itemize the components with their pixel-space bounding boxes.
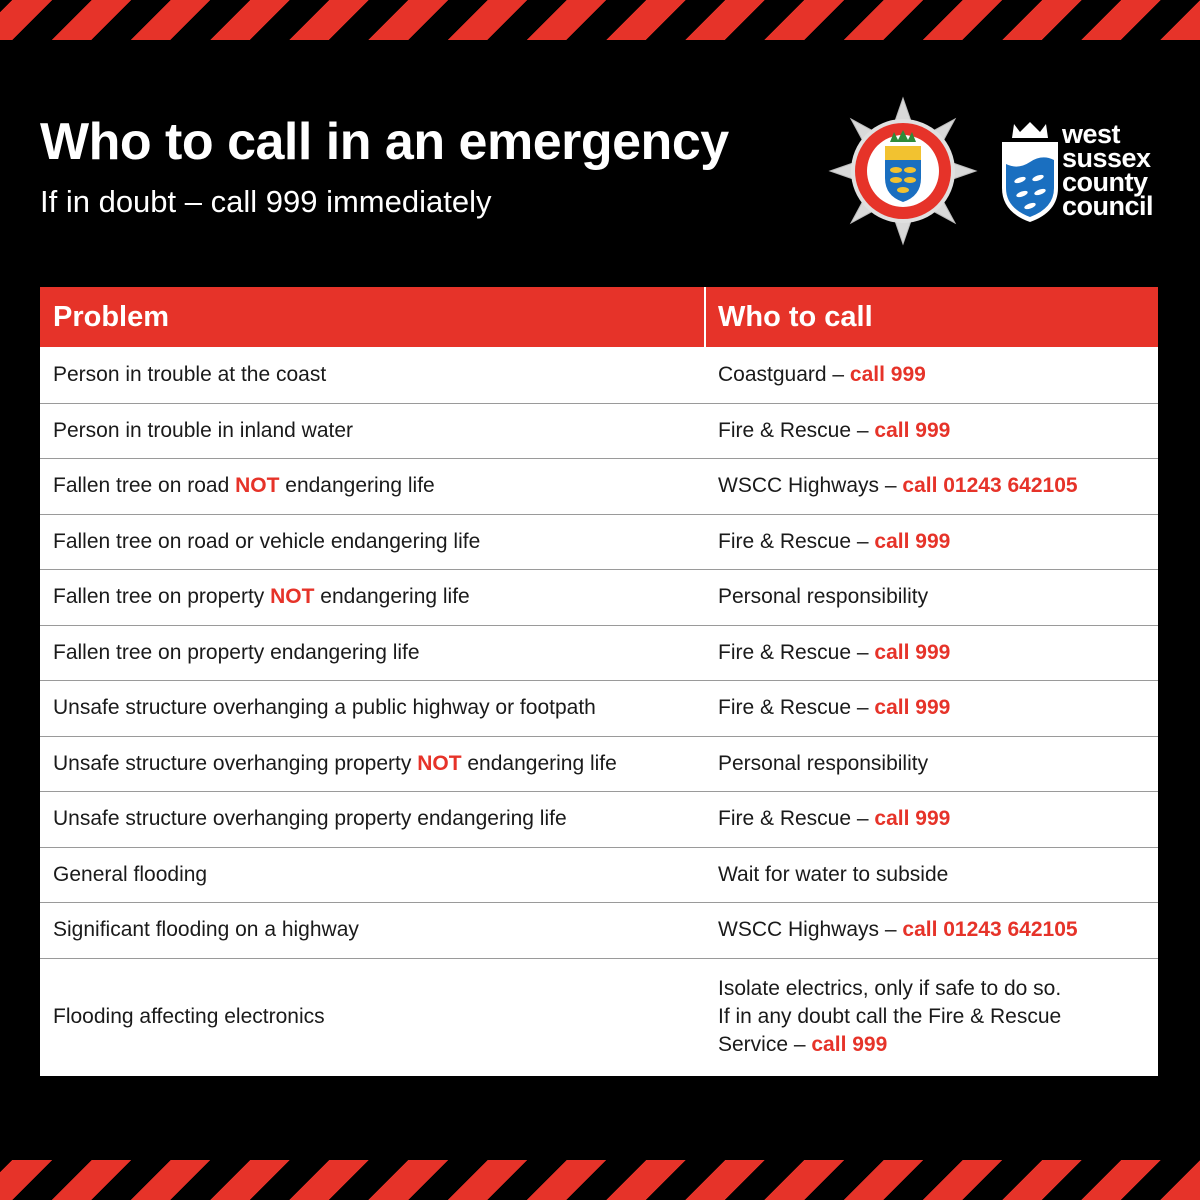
header-who-to-call: Who to call (718, 300, 873, 333)
table-row (40, 458, 1158, 514)
emergency-contacts-table (40, 287, 1158, 1076)
table-body (40, 347, 1158, 1076)
who-cell: Personal responsibility (718, 585, 929, 609)
who-cell: Fire & Rescue – call 999 (718, 807, 951, 831)
who-cell: Fire & Rescue – call 999 (718, 529, 951, 553)
who-cell: Wait for water to subside (718, 862, 949, 886)
table-row (40, 902, 1158, 958)
problem-cell: Unsafe structure overhanging property NOT endangering life (53, 751, 617, 775)
table-row (40, 680, 1158, 736)
problem-cell: Unsafe structure overhanging property endangering life (53, 807, 567, 831)
page-subtitle: If in doubt – call 999 immediately (40, 184, 492, 219)
wscc-shield-icon (1000, 120, 1060, 224)
table-row (40, 514, 1158, 570)
problem-cell: Person in trouble at the coast (53, 362, 327, 386)
who-cell: Fire & Rescue – call 999 (718, 640, 951, 664)
hazard-stripes-top (0, 0, 1200, 40)
who-cell: Personal responsibility (718, 751, 929, 775)
table-row (40, 847, 1158, 903)
who-cell: WSCC Highways – call 01243 642105 (718, 918, 1078, 942)
problem-cell: Fallen tree on property NOT endangering life (53, 585, 470, 609)
table-row (40, 625, 1158, 681)
who-cell: Fire & Rescue – call 999 (718, 696, 951, 720)
problem-cell: Fallen tree on road or vehicle endangering life (53, 529, 481, 553)
hazard-stripes-bottom (0, 1160, 1200, 1200)
page-title: Who to call in an emergency (40, 113, 729, 171)
who-cell: Fire & Rescue – call 999 (718, 418, 951, 442)
problem-cell: Significant flooding on a highway (53, 918, 359, 942)
table-row (40, 403, 1158, 459)
fire-rescue-crest-logo (828, 96, 978, 246)
who-cell: WSCC Highways – call 01243 642105 (718, 474, 1078, 498)
table-row (40, 958, 1158, 1076)
problem-cell: General flooding (53, 862, 208, 886)
table-row (40, 569, 1158, 625)
header-problem: Problem (40, 287, 706, 347)
problem-cell: Flooding affecting electronics (53, 1005, 325, 1028)
problem-cell: Fallen tree on road NOT endangering life (53, 474, 435, 498)
problem-cell: Fallen tree on property endangering life (53, 640, 420, 664)
table-header (40, 287, 1158, 347)
wscc-wordmark: west sussex county council (1062, 119, 1154, 221)
wscc-logo (1000, 120, 1170, 230)
who-cell: Isolate electrics, only if safe to do so. If in any doubt call the Fire & Rescue Service – call 999 (718, 977, 1062, 1056)
table-row (40, 791, 1158, 847)
table-row (40, 736, 1158, 792)
problem-cell: Unsafe structure overhanging a public highway or footpath (53, 696, 596, 720)
table-row (40, 347, 1158, 403)
problem-cell: Person in trouble in inland water (53, 418, 354, 442)
who-cell: Coastguard – call 999 (718, 362, 926, 386)
